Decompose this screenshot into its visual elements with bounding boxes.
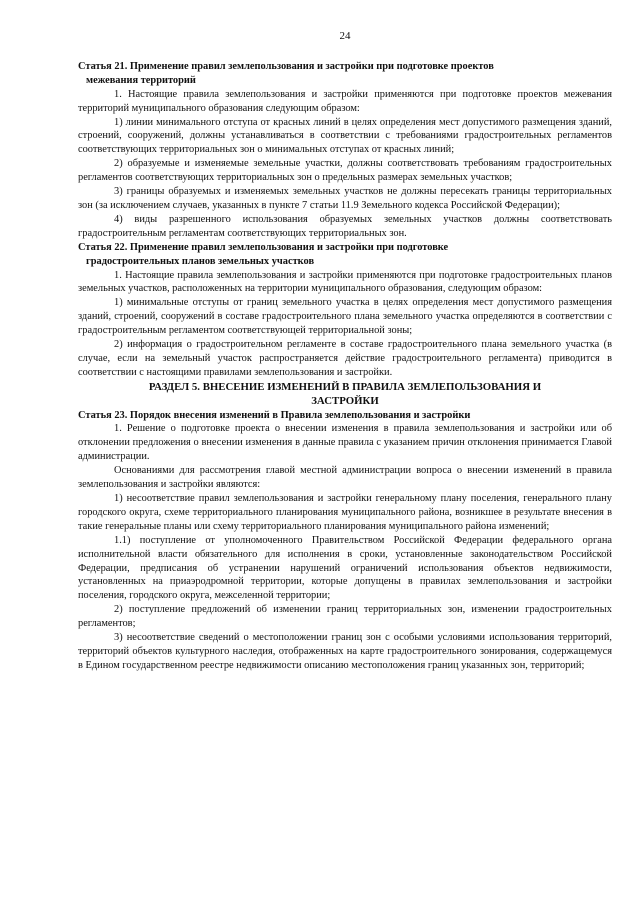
- article-21-title: [78, 60, 612, 88]
- article-21-title-line2: межевания территорий: [86, 74, 196, 86]
- article-22-title: [78, 241, 612, 269]
- article-22-para-3: 2) информация о градостроительном регламенте в составе градостроительного плана земельного участка (в случае, если на земельный участок распространяется действие градостроительного регламента) приводится в соответствии с настоящими правилами землепользования и застройки.: [78, 339, 612, 378]
- article-21-para-4: 3) границы образуемых и изменяемых земельных участков не должны пересекать границы территориальных зон (за исключением случаев, указанных в пункте 7 статьи 11.9 Земельного кодекса Российской Федерации);: [78, 186, 612, 211]
- article-23-para-6: 3) несоответствие сведений о местоположении границ зон с особыми условиями использования территорий, территорий объектов культурного наследия, отображенных на карте градостроительного зонирования, содержащемуся в Едином государственном реестре недвижимости описанию местоположения границ указанных зон, территорий;: [78, 632, 612, 671]
- article-23-title: Статья 23. Порядок внесения изменений в Правила землепользования и застройки: [78, 409, 471, 421]
- section-5-title-line1: РАЗДЕЛ 5. ВНЕСЕНИЕ ИЗМЕНЕНИЙ В ПРАВИЛА ЗЕМЛЕПОЛЬЗОВАНИЯ И: [148, 380, 542, 393]
- article-23-para-2: Основаниями для рассмотрения главой местной администрации вопроса о внесении изменений в правила землепользования и застройки являются:: [78, 465, 612, 491]
- article-22-para-1: 1. Настоящие правила землепользования и застройки применяются при подготовке градостроительных планов земельных участков, расположенных на территории муниципального образования, следующим образом:: [78, 269, 612, 295]
- section-5-title-line2: ЗАСТРОЙКИ: [311, 394, 379, 407]
- article-21-para-3: 2) образуемые и изменяемые земельные участки, должны соответствовать требованиям градостроительных регламентов соответствующих территориальных зон о предельных размерах земельных участков;: [78, 158, 612, 184]
- article-22-para-2: 1) минимальные отступы от границ земельного участка в целях определения мест допустимого размещения зданий, строений, сооружений в составе градостроительного плана земельного участка определяются в соответствии с градостроительным регламентом соответствующей территориальной зоны;: [78, 297, 612, 337]
- article-22-title-line2: градостроительных планов земельных участков: [86, 255, 315, 267]
- article-21-para-2: 1) линии минимального отступа от красных линий в целях определения мест допустимого размещения зданий, строений, сооружений, должны устанавливаться в соответствии с требованиями градостроительных регламентов соответствующих территориальных зон о минимальных отступах от красных линий;: [78, 116, 612, 156]
- article-23-para-3: 1) несоответствие правил землепользования и застройки генеральному плану поселения, генерального плану городского округа, схеме территориального планирования муниципального района, возникшее в результате внесения в такие генеральные планы или схему территориального планирования муниципального района изменений;: [78, 493, 612, 532]
- page-number: 24: [339, 30, 351, 42]
- article-23-para-1: 1. Решение о подготовке проекта о внесении изменения в правила землепользования и застройки или об отклонении предложения о внесении изменения в данные правила с указанием причин отклонения принимается Главой администрации.: [78, 423, 612, 463]
- article-23-para-5: 2) поступление предложений об изменении границ территориальных зон, изменении градостроительных регламентов;: [78, 604, 612, 630]
- article-21-title-line1: Статья 21. Применение правил землепользования и застройки при подготовке проектов: [78, 60, 494, 72]
- section-5-title: [78, 381, 612, 409]
- article-23-para-4: 1.1) поступление от уполномоченного Правительством Российской Федерации федерального органа исполнительной власти обязательного для исполнения в сроки, установленные законодательством Российской Федерации, предписания об устранении нарушений ограничений использования объектов недвижимости, установленных на приаэродромной территории, которые допущены в правилах землепользования и застройки поселения, городского округа, межселенной территории;: [78, 534, 612, 602]
- article-22-title-line1: Статья 22. Применение правил землепользования и застройки при подготовке: [78, 241, 449, 253]
- article-21-para-5: 4) виды разрешенного использования образуемых земельных участков должны соответствовать градостроительным регламентам соответствующих территориальных зон.: [78, 213, 612, 239]
- article-21-para-1: 1. Настоящие правила землепользования и застройки применяются при подготовке проектов межевания территорий муниципального образования следующим образом:: [78, 88, 612, 114]
